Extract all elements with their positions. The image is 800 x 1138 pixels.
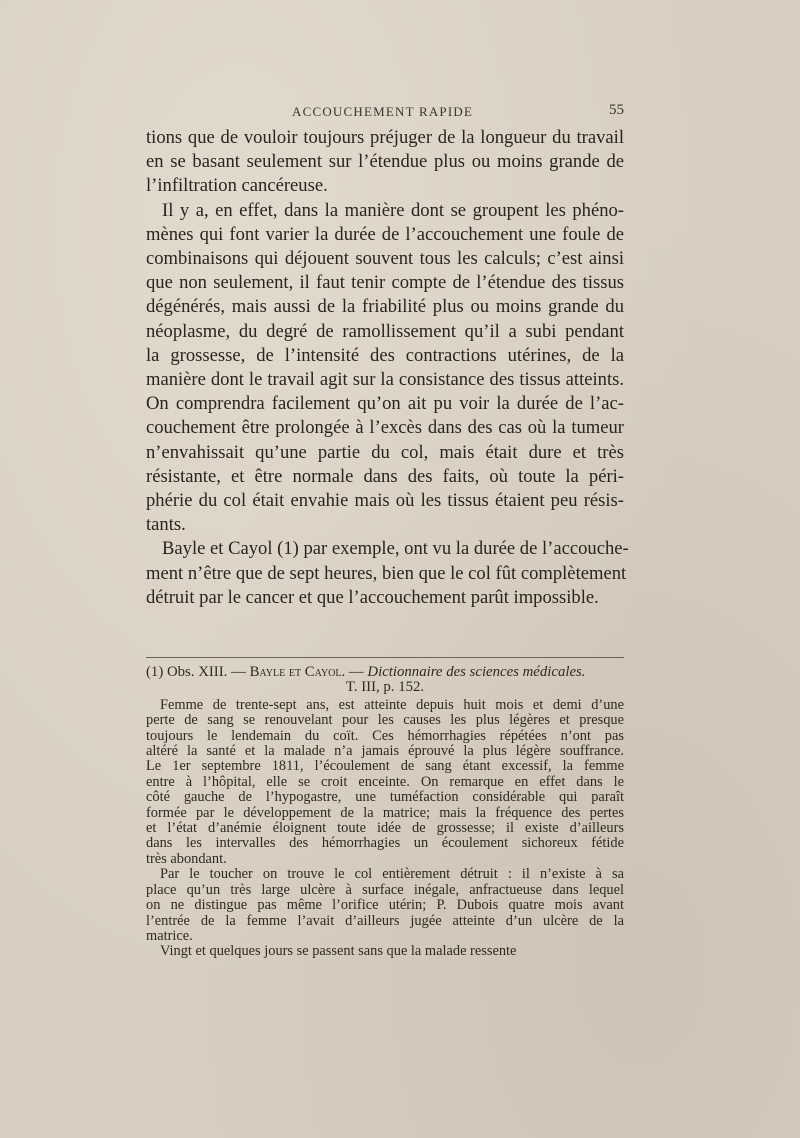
body-line: On comprendra facilement qu’on ait pu voir la durée de l’ac- <box>146 393 624 415</box>
body-line: que non seulement, il faut tenir compte de l’étendue des tissus <box>146 272 624 294</box>
footnote-reference <box>146 665 624 680</box>
footnote-line: altéré la santé et la malade n’a jamais éprouvé la plus légère souffrance. <box>146 743 624 760</box>
footnote-line: on ne distingue pas même l’orifice utérin; P. Dubois quatre mois avant <box>146 897 624 914</box>
footnote-line: matrice. <box>146 927 193 944</box>
body-line: l’infiltration cancéreuse. <box>146 175 328 197</box>
body-line: tants. <box>146 514 186 536</box>
footnote-line: formée par le développement de la matrice; mais la fréquence des pertes <box>146 804 624 821</box>
page-number: 55 <box>609 102 624 118</box>
footnote-line: Vingt et quelques jours se passent sans que la malade ressente <box>160 943 517 960</box>
footnote-line: toujours le lendemain du coït. Ces hémorrhagies répétées n’ont pas <box>146 727 624 744</box>
footnote-line: place qu’un très large ulcère à surface inégale, anfractueuse dans lequel <box>146 881 624 898</box>
body-text <box>146 126 629 610</box>
footnote-rule <box>146 657 624 658</box>
footnote-line: et l’état d’anémie éloignent toute idée de grossesse; il existe d’ailleurs <box>146 820 624 837</box>
footnote-line: perte de sang se renouvelant pour les causes les plus légères et presque <box>146 712 624 729</box>
footnote-volume: T. III, p. 152. <box>345 679 425 696</box>
body-line: mènes qui font varier la durée de l’accouchement une foule de <box>146 223 624 245</box>
running-title: ACCOUCHEMENT RAPIDE <box>292 104 474 119</box>
footnote-line: entre à l’hôpital, elle se croit enceinte. On remarque en effet dans le <box>146 773 624 790</box>
body-line: Bayle et Cayol (1) par exemple, ont vu la durée de l’accouche- <box>162 538 629 560</box>
body-line: manière dont le travail agit sur la consistance des tissus atteints. <box>146 369 624 391</box>
body-line: dégénérés, mais aussi de la friabilité plus ou moins grande du <box>146 296 624 318</box>
body-line: tions que de vouloir toujours préjuger de la longueur du travail <box>146 127 624 148</box>
footnote-dash: — <box>348 664 364 680</box>
running-head <box>140 104 624 124</box>
body-line: ment n’être que de sept heures, bien que le col fût complètement <box>146 562 627 584</box>
body-line: combinaisons qui déjouent souvent tous les calculs; c’est ainsi <box>146 248 624 270</box>
footnote-line: Femme de trente-sept ans, est atteinte depuis huit mois et demi d’une <box>160 696 624 713</box>
footnote <box>146 665 624 960</box>
body-line: phérie du col était envahie mais où les tissus étaient peu résis- <box>146 490 624 512</box>
body-line: couchement être prolongée à l’excès dans des cas où la tumeur <box>146 417 624 439</box>
footnote-work: Dictionnaire des sciences médicales. <box>367 664 586 680</box>
footnote-line: très abondant. <box>146 850 227 867</box>
body-line: détruit par le cancer et que l’accouchement parût impossible. <box>146 586 599 608</box>
footnote-line: dans les intervalles des hémorrhagies un écoulement sichoreux fétide <box>146 835 624 852</box>
body-line: résistante, et être normale dans des faits, où toute la péri- <box>146 465 624 487</box>
body-line: Il y a, en effet, dans la manière dont se groupent les phéno- <box>162 199 624 221</box>
body-line: la grossesse, de l’intensité des contractions utérines, de la <box>146 344 624 366</box>
footnote-line: côté gauche de l’hypogastre, une tuméfaction considérable qui paraît <box>146 789 624 806</box>
footnote-line: Par le toucher on trouve le col entièrement détruit : il n’existe à sa <box>160 866 624 883</box>
body-line: néoplasme, du degré de ramollissement qu’il a subi pendant <box>146 320 624 342</box>
footnote-line: Le 1er septembre 1811, l’écoulement de sang étant excessif, la femme <box>146 758 624 775</box>
footnote-authors: Bayle et Cayol. <box>249 664 346 680</box>
footnote-line: l’entrée de la femme l’avait d’ailleurs jugée atteinte d’un ulcère de la <box>146 912 624 929</box>
body-line: en se basant seulement sur l’étendue plus ou moins grande de <box>146 151 624 173</box>
footnote-marker: (1) Obs. XIII. — <box>146 664 246 680</box>
body-line: n’envahissait qu’une partie du col, mais était dure et très <box>146 441 624 463</box>
